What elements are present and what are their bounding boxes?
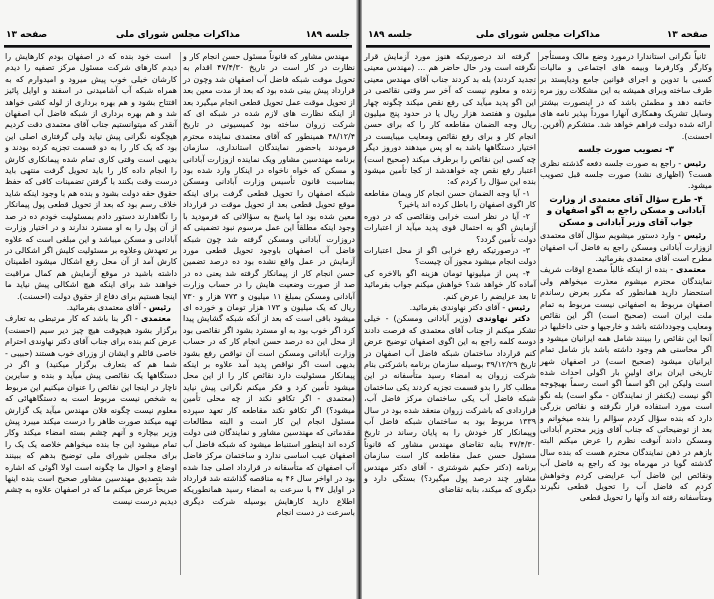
header-rule — [4, 45, 352, 48]
section-heading: ۴- طرح سؤال آقای معتمدی از وزارت آبادانی و مسکن راجع به اگو اصفهان و جواب آقای وزیر آبادانی و مسکن — [546, 193, 706, 227]
paragraph — [364, 268, 536, 302]
speaker-name: رئیس — [683, 231, 706, 241]
text-column-right — [183, 51, 355, 519]
column-divider — [180, 52, 181, 575]
paragraph-text: - آقای دکتر نهاوندی بفرمائید. — [409, 302, 508, 312]
paragraph-text: ۱- آیا وجه الضمان حسن انجام کار ویمان مقاطعه کار اگوی اصفهان را باطل کرده اند یاخیر؟ — [364, 188, 536, 210]
column-divider — [538, 52, 539, 575]
paragraph-text: - راجع به صورت جلسه دفعه گذشته نظری هست؟ (اظهاری نشد) صورت جلسه قبل تصویب میشود. — [540, 158, 712, 191]
page-number: صفحه ۱۳ — [666, 30, 708, 40]
paragraph-text: ۲- آیا در نظر است خرابی ونقائصی که در دوره آزمایش اگو به احتمال قوی پدید میآید از اعتبارات دولت تأمین گردد؟ — [364, 211, 536, 244]
speaker-name: دکتر نهاوندی — [476, 314, 530, 324]
paragraph-text: ثانیاً نگرانی استاندارا درمورد وضع مالک ومستأجر وکارگر وکارفرما وبیمه های اجتماعی و مالیات کسبی با تدوین و اجرای قوانین جامع ودیاپستد بر طرف ساخته وبرای همیشه به این مشکلات روز مره خاتمه دهد و مطمئن باشد که در اینصورت بیشتر وسایل تشریک وهمکاری آنهارا مورداً بپذیر نامه های ارائه شده دولت فراهم خواهد شد. متشکرم (آفرین. احسنت). — [540, 52, 712, 141]
paragraph — [364, 211, 536, 245]
speaker-name: رئیس — [683, 158, 706, 168]
right-page — [362, 0, 714, 599]
paragraph — [540, 51, 712, 142]
paragraph-text: - وارد دستور میشویم سؤال آقای معتمدی ازوزارت آبادانی ومسکن راجع به فاضل آب اصفهان مطرح است آقای معتمدی بفرمائید. — [540, 231, 712, 263]
paragraph-text: است خود بنده که در اصفهان بودم کارهایش را دیدم کارهای شرکت مسئول مرکز تصفیه را دیدم کارشان خیلی خوب پیش میرود و امیدوارم که به همراه شبکه آب آشامیدنی در اسفند و اوایل پائیز افتتاح بشود و هم بهره برداری از لوله کشی خواهد شد و هم بهره برداری از شبکه فاضل آب اصفهان آنقدر که میتوانستیم جناب آقای معتمدی دقت کردیم هیچگونه نگرانی پیش نیاید ولی گرفتاری اصلی این بود که یک کار را به دو قسمت تجزیه کرده بودند و بدیهی است وقتی کاری تمام شده پیمانکاری کارش را انجام داده کار را باید تحویل گرفت منتهی باید درست وقت بکنند با گرفتن تضمینات کافی که حفظ حقوق حقه دولت بشود و بنده هم با وجود اینکه شاید خلاف رسم بود که بعد از تحویل قطعی پول پیمانکار را نگاهدارند دستور دادم بمسئولیت خودم ده در صد از آن پول را به او مسترد ندارند و در اختیار وزارت آبادانی و مسکن میباشد و این مبلغی است که علاوه بر تعهدش وعلاوه بر مسئولیت کلیش اگر اشکالی در کارش آمد از آن محل رفع اشکال میشود اطمینان داشته باشید در موقع آزمایش هم کمال مراقبت خواهند شد برای اینکه هیچ اشکالی پیش نیاید ما اینجا هستیم برای دفاع از حقوق دولت (احسنت). — [5, 52, 177, 301]
paragraph-text: - آقای معتمدی بفرمائید. — [66, 302, 149, 312]
text-column-right — [540, 51, 712, 504]
session-number: جلسه ۱۸۹ — [305, 30, 350, 40]
paragraph — [364, 188, 536, 211]
paragraph — [540, 230, 712, 264]
header-rule — [366, 45, 710, 48]
speaker-name: رئیس — [148, 302, 171, 312]
paragraph-text: مهندس مشاور که قانوناً مسئول حسن انجام کار و نظارت در کار است در تاریخ ۴۷/۴/۳۰ اقدام به تحویل موقت شبکه فاضل آب اصفهان شد وچون در قرارداد پیش بینی شده بود که بعد از مدت معین بعد از تحویل موقت عمل تحویل قطعی انجام میگیرد بعد از اینکه نظارت های لازم شده در شبکه ای که شرکت زروان ساخته بود کمیسیونی در تاریخ ۴۸/۱۲/۴ همینطور که آقای معتمدی نماینده محترم فرمودند باحضور نمایندگان استانداری، سازمان برنامه مهندسین مشاور ویک نماینده ازوزارت آبادانی و مسکن که خواه ناخواه در اینکار وارد شده بود بمناسبت قانون تأسیس وزارت آبادانی ومسکن شبکه اصفهان را تحویل قطعی گرفت برای اینکه موقع تحویل قطعی بعد از تحویل موقت در قرارداد معین شده بود اما پاسخ به سؤالاتی که فرمودید با وجود اینکه مطلقاً این عمل مرسوم نبود تضمینی که دروزارت آبادانی ومسکن گرفته شد چون شبکه فاضل آب اصفهان باوجود تحویل قطعی مورد آزمایش در عمل واقع نشده بود ده درصد تضمین حسن انجام کار از پیمانکار گرفته شد یعنی ده در صد از صورت وضعیت هایش را در حساب وزارت آبادانی ومسکن بمبلغ ۱۱ میلیون و ۷۷۳ هزار و ۷۳۰ ریال که یک میلیون و ۱۷۳ هزار تومان و خورده ای میشود باقی است که بعد از آنکه شبکه گشایش پیدا کرد اگر خوب بود به او مسترد بشود اگر نقائصی بود از محل این ده درصد حسن انجام کار که در حساب وزارت آبادانی ومسکن است آن نواقص رفع بشود بدیهی است اگر نواقص پدید آمد علاوه بر اینکه پیمانکار مسئولیت دارد نقائص کار را از این محل میشود تأمین کرد و فکر میکنم نگرانی پیش نیاید (معتمدی - اگر تکافو نکند از چه محلی تأمین میشود؟) اگر تکافو نکند مقاطعه کار تعهد سپرده مسئول انجام این کار است و البته مطالعات مقدماتی که مهندسین مشاور و نمایندگان فنی دولت کرده اند اینطور استنباط میشود که شبکه فاضل آب اصفهان عیب اساسی ندارد و ساختمان مرکز فاضل آب اصفهان که متأسفانه در قرارداد اصلی جدا شده بود در اواخر سال ۴۶ به مناقصه گذاشته شد قرارداد در اوایل ۴۷ با سرعت به امضاء رسید همانطوریکه اطلاع دارید کارهایش بوسیله شرکت دیگری باسرعت در دست انجام — [183, 52, 356, 518]
paragraph — [540, 158, 712, 192]
paragraph — [364, 51, 536, 188]
paragraph-text: ۳- درصورتیکه رفع خرابی اگو از محل اعتبارات دولت انجام میشود مجوز آن چیست؟ — [364, 245, 536, 267]
paragraph-text: گرفته اند درصورتیکه هنوز مورد آزمایش قرار نگرفته است ودر حال حاضر هم ... (مهندس معینی تجدید کردند) بله بد کردند جناب آقای مهندس معینی زنده و معلوم نیست که آخر سر وقتی نقائصی در این اگو پدید میآید کی رفع نقص میکند چگونه چهار میلیون و هفتصد هزار ریال یا در حدود پنج میلیون ریال وجه الضمان مقاطعه کار را که برای حسن انجام کار و برای رفع نقائص ومعایب میبایست در اختیار دستگاهها باشد به او پس میدهند دوروز دیگر چه کسی این نقائص را برطرف میکند (صحیح است) اعتبار رفع نقص چه خواهدشد از کجا تأمین میشود بنده این سؤال را کردم که: — [364, 52, 536, 187]
speaker-name: معتمدی — [675, 265, 706, 275]
page-header — [6, 30, 350, 44]
page-header — [368, 30, 708, 44]
running-title: مذاکرات مجلس شورای ملی — [115, 30, 241, 40]
paragraph — [5, 313, 177, 507]
paragraph-text: ۴- پس از میلیونها تومان هزینه اگو بالاخره کی آماده کار خواهد شد؟ خواهش میکنم جواب بفرمائید تا بعد عرایضم را عرض کنم. — [364, 268, 536, 301]
text-column-left — [364, 51, 536, 496]
speaker-name: معتمدی — [140, 314, 171, 324]
paragraph — [5, 302, 177, 313]
speaker-name: رئیس — [507, 302, 530, 312]
paragraph-text: - اگر بنا باشد که کار مرتبطی به تعارف برگزار بشود هیچوقت هیچ چیز دیر سیم (احسنت) عرض کنم بنده برای جناب آقای دکتر نهاوندی احترام خاصی قائلم و ایشان از وزرای خوب هستند (حبیبی - شما هم که بتعارف برگزار میکنید) و اگر در دستگاهها یک نقائصی پیش میآید و بنده و سایرین ناچار در اینجا این نقائص را عنوان میکنیم این مربوط به شخص نیست مربوط است به دستگاههائی که معلوم نیست چگونه فلان مهندس میآید یک گزارش تهیه میکند صورت ظاهر را درست میکند میبرد پیش وزیر بیچاره و آنهم چشم بسته امضاء میکند وکار تمام میشود این جا بنده میخواهم خلاصه یک یک را برای مجلس شورای ملی توضیح بدهم که ببینند اوضاع و احوال ما چگونه است اولا اگوئی که اشاره شد بتصدیق مهندسین مشاور صحیح است بنده اینها صریحاً عرض میکنم ما که در اصفهان علاوه به چشم دیدیم درست نیست — [5, 314, 177, 506]
text-column-left — [5, 51, 177, 507]
running-title: مذاکرات مجلس شورای ملی — [475, 30, 601, 40]
left-page — [0, 0, 356, 599]
paragraph — [540, 264, 712, 504]
session-number: جلسه ۱۸۹ — [368, 30, 413, 40]
paragraph — [364, 245, 536, 268]
page-number: صفحه ۱۳ — [6, 30, 48, 40]
paragraph — [183, 51, 355, 519]
section-heading: ۳- تصویب صورت جلسه — [578, 144, 674, 155]
paragraph — [364, 302, 536, 313]
paragraph — [5, 51, 177, 302]
paragraph-text: (وزیر آبادانی ومسکن) - خیلی تشکر میکنم از جناب آقای معتمدی که فرصت دادند دوسه کلمه راجع به این اگوی اصفهان توضیح عرض کنم قرارداد ساختمان شبکه فاضل آب اصفهان در تاریخ ۳۹/۱۲/۲۹ بوسیله سازمان برنامه باشرکتی بنام شرکت زروان به امضاء رسید متأسفانه در این مطلب کار را بدو قسمت تجزیه کردند یکی ساختمان شبکه فاضل آب یکی ساختمان مرکز فاضل آب، قراردادی که باشرکت زروان منعقد شده بود در سال ۱۳۳۹ مربوط بود به ساختمان شبکه فاضل آب وپیمانکار کار خودش را به پایان رساند در تاریخ ۴۷/۴/۳۰ بنابه تقاضای مهندس مشاور که قانوناً مسئول حسن عمل مقاطعه کار است سازمان برنامه (دکتر حکیم شوشتری - آقای دکتر مهندس مشاور چند درصد پول میگیرد؟) بستگی دارد و دیگری که میکند، بنابه تقاضای — [364, 314, 536, 495]
paragraph — [364, 313, 536, 496]
paragraph-text: - بنده از اینکه غالباً مصدع اوقات شریف نمایندگان محترم میشوم معذرت میخواهم ولی استحضار دارید همانطور که مکرر بعرض رساندم اصفهان مربوط به اصفهانی نیست مربوط به تمام ملت ایران است (صحیح است) اگر این نقائص ومعایب وجودداشته باشد و خارجیها و حتی داخلیها در آنجا این نقائص را ببینند شامل همه ایرانیان میشود و اگر محاسنی هم وجود داشته باشد باز شامل تمام ایرانیان میشود (صحیح است) در اصفهان شهر تاریخی ایران برای اولین بار اگولی احداث شده است ولیکن این اگو اسماً اگو است رسماً بهیچوجه اگو نیست (یکنفر از نمایندگان - مگو است) بله نگو است مورد استفاده قرار نگرفته و نقائص بزرگی دارد که بنده سؤال کردم سؤالم را بنده میخوانم و بعد از توضیحاتی که جناب آقای وزیر محترم آبادانی ومسکن دادند آنوقت نظرم را عرض میکنم البته بازهم در ذهن نمایندگان محترم هست که بنده سال گذشته گویا در مهرماه بود که راجع به فاضل آب ونقائص این فاضل آب عرایضی کردم وخواهش کردم که فاضل آب را تحویل قطعی نگیرند ومتأسفانه رفته اند وآنها را تحویل قطعی — [540, 265, 712, 503]
